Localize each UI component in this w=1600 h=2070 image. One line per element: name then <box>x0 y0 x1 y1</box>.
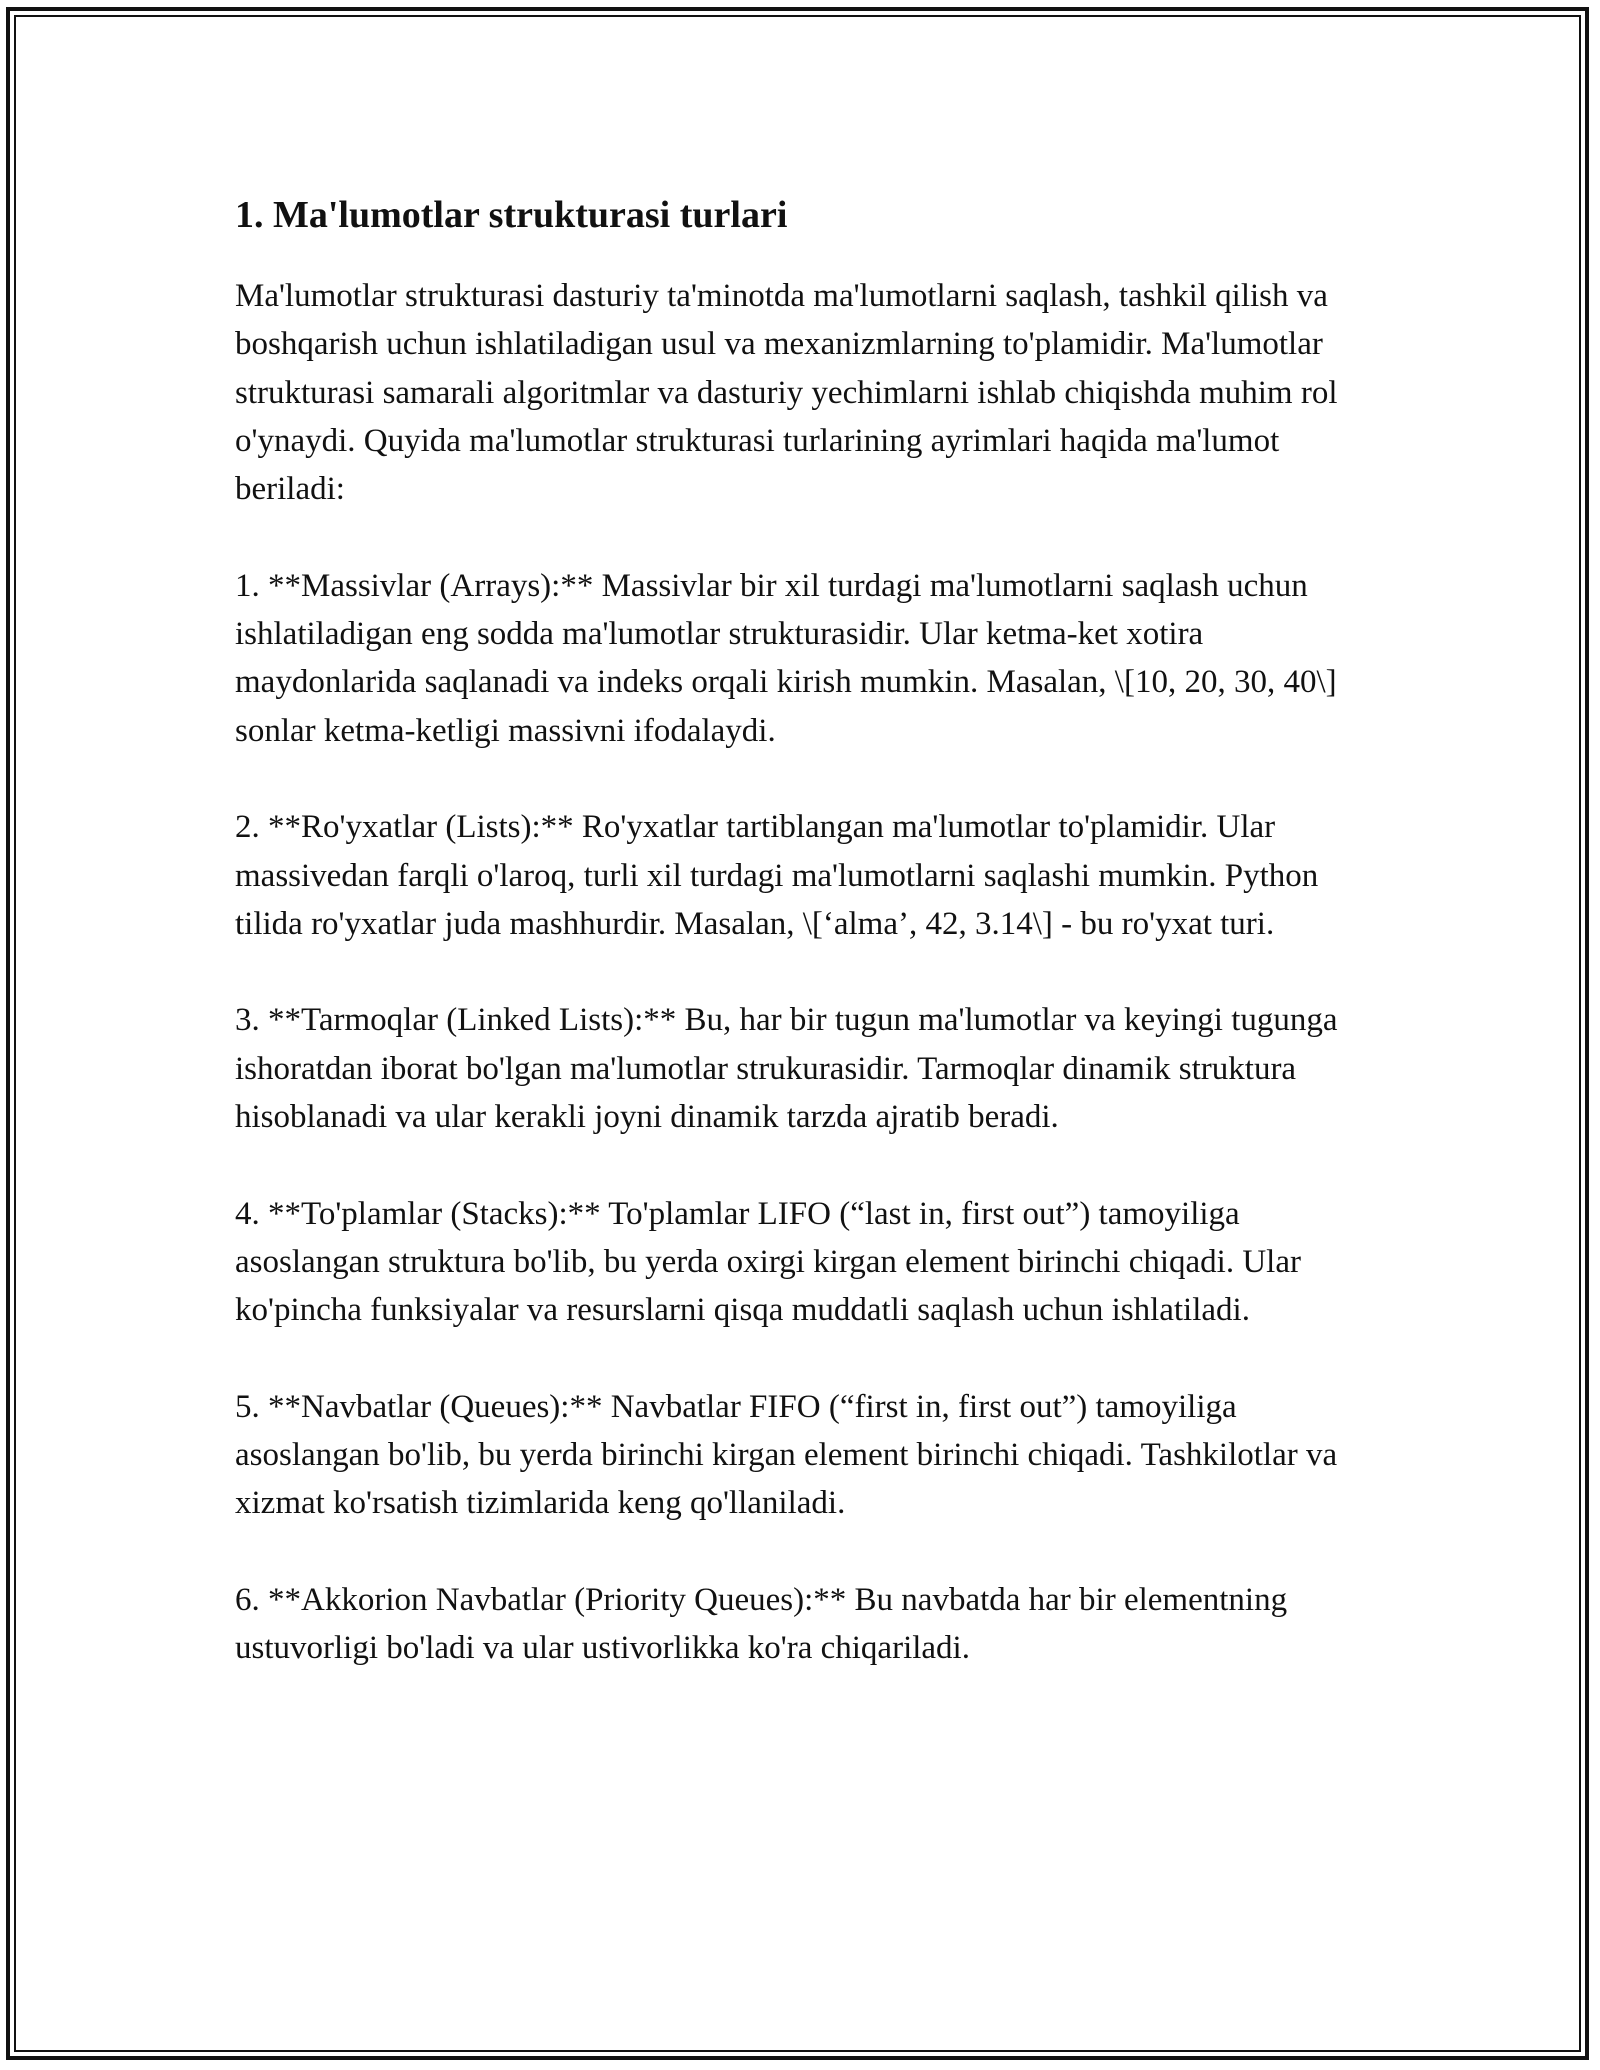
priority-queues-paragraph: 6. **Akkorion Navbatlar (Priority Queues):** Bu navbatda har bir elementning ustuvorligi bo'ladi va ular ustivorlikka ko'ra chiqariladi. <box>235 1582 1288 1667</box>
page-title: 1. Ma'lumotlar strukturasi turlari <box>235 194 788 236</box>
lists-paragraph: 2. **Ro'yxatlar (Lists):** Ro'yxatlar tartiblangan ma'lumotlar to'plamidir. Ular massivedan farqli o'laroq, turli xil turdagi ma'lumotlarni saqlashi mumkin. Python tilida ro'yxatlar juda mashhurdir. Masalan, \[‘alma’, 42, 3.14\] - bu ro'yxat turi. <box>235 809 1319 942</box>
arrays-paragraph: 1. **Massivlar (Arrays):** Massivlar bir xil turdagi ma'lumotlarni saqlash uchun ishlatiladigan eng sodda ma'lumotlar strukturasidir. Ular ketma-ket xotira maydonlarida saqlanadi va indeks orqali kirish mumkin. Masalan, \[10, 20, 30, 40\] sonlar ketma-ketligi massivni ifodalaydi. <box>235 567 1337 749</box>
linked-lists-paragraph: 3. **Tarmoqlar (Linked Lists):** Bu, har bir tugun ma'lumotlar va keyingi tugunga ishoratdan iborat bo'lgan ma'lumotlar strukurasidir. Tarmoqlar dinamik struktura hisoblanadi va ular kerakli joyni dinamik tarzda ajratib beradi. <box>235 1002 1338 1136</box>
queues-paragraph: 5. **Navbatlar (Queues):** Navbatlar FIFO (“first in, first out”) tamoyiliga asoslangan bo'lib, bu yerda birinchi kirgan element birinchi chiqadi. Tashkilotlar va xizmat ko'rsatish tizimlarida keng qo'llaniladi. <box>235 1388 1338 1522</box>
document-body <box>235 180 1375 1721</box>
stacks-paragraph: 4. **To'plamlar (Stacks):** To'plamlar LIFO (“last in, first out”) tamoyiliga asoslangan struktura bo'lib, bu yerda oxirgi kirgan element birinchi chiqadi. Ular ko'pincha funksiyalar va resurslarni qisqa muddatli saqlash uchun ishlatiladi. <box>235 1195 1301 1329</box>
intro-paragraph: Ma'lumotlar strukturasi dasturiy ta'minotda ma'lumotlarni saqlash, tashkil qilish va boshqarish uchun ishlatiladigan usul va mexanizmlarning to'plamidir. Ma'lumotlar strukturasi samarali algoritmlar va dasturiy yechimlarni ishlab chiqishda muhim rol o'ynaydi. Quyida ma'lumotlar strukturasi turlarining ayrimlari haqida ma'lumot beriladi: <box>235 278 1338 508</box>
